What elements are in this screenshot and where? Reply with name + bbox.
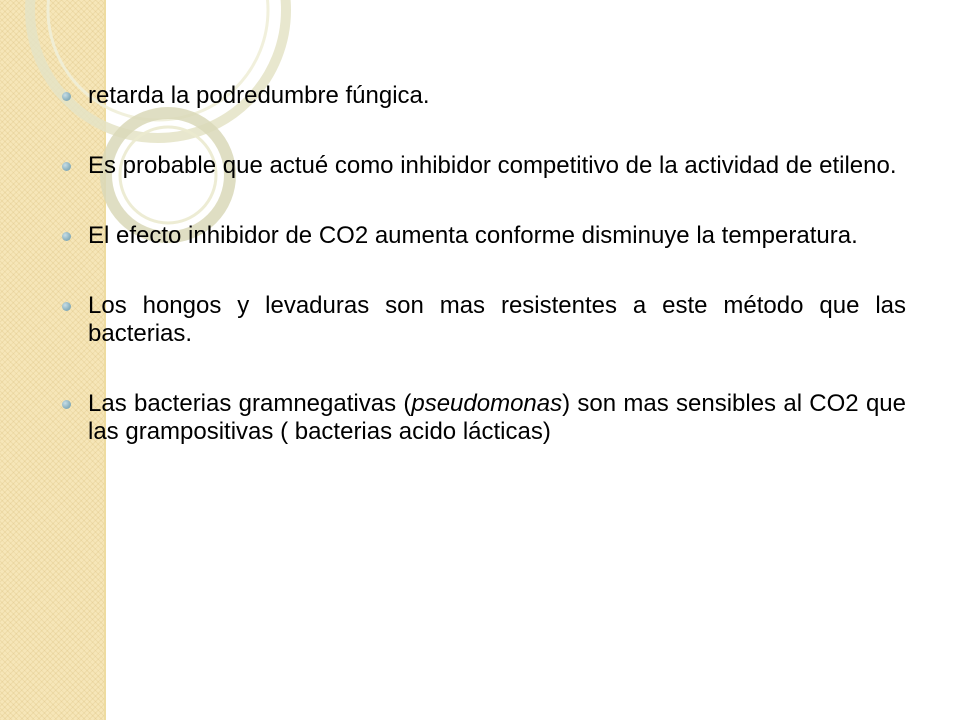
bullet-text-italic: pseudomonas	[411, 390, 563, 417]
bullet-item	[60, 390, 906, 446]
bullet-dot-icon	[62, 162, 71, 171]
bullet-item	[60, 152, 906, 180]
bullet-text-part: Las bacterias gramnegativas (	[88, 390, 412, 417]
bullet-list	[60, 82, 906, 446]
bullet-dot-icon	[62, 302, 71, 311]
bullet-text: retarda la podredumbre fúngica.	[88, 82, 430, 109]
bullet-text: El efecto inhibidor de CO2 aumenta conforme disminuye la temperatura.	[88, 222, 858, 249]
bullet-dot-icon	[62, 400, 71, 409]
bullet-text: Los hongos y levaduras son mas resistentes a este método que las bacterias.	[88, 292, 906, 347]
bullet-item	[60, 222, 906, 250]
bullet-text: Es probable que actué como inhibidor competitivo de la actividad de etileno.	[88, 152, 897, 179]
bullet-dot-icon	[62, 232, 71, 241]
bullet-dot-icon	[62, 92, 71, 101]
bullet-item	[60, 82, 906, 110]
bullet-text-part: ) son mas sensibles al CO2 que las grampositivas ( bacterias acido lácticas)	[88, 390, 906, 445]
bullet-item	[60, 292, 906, 348]
